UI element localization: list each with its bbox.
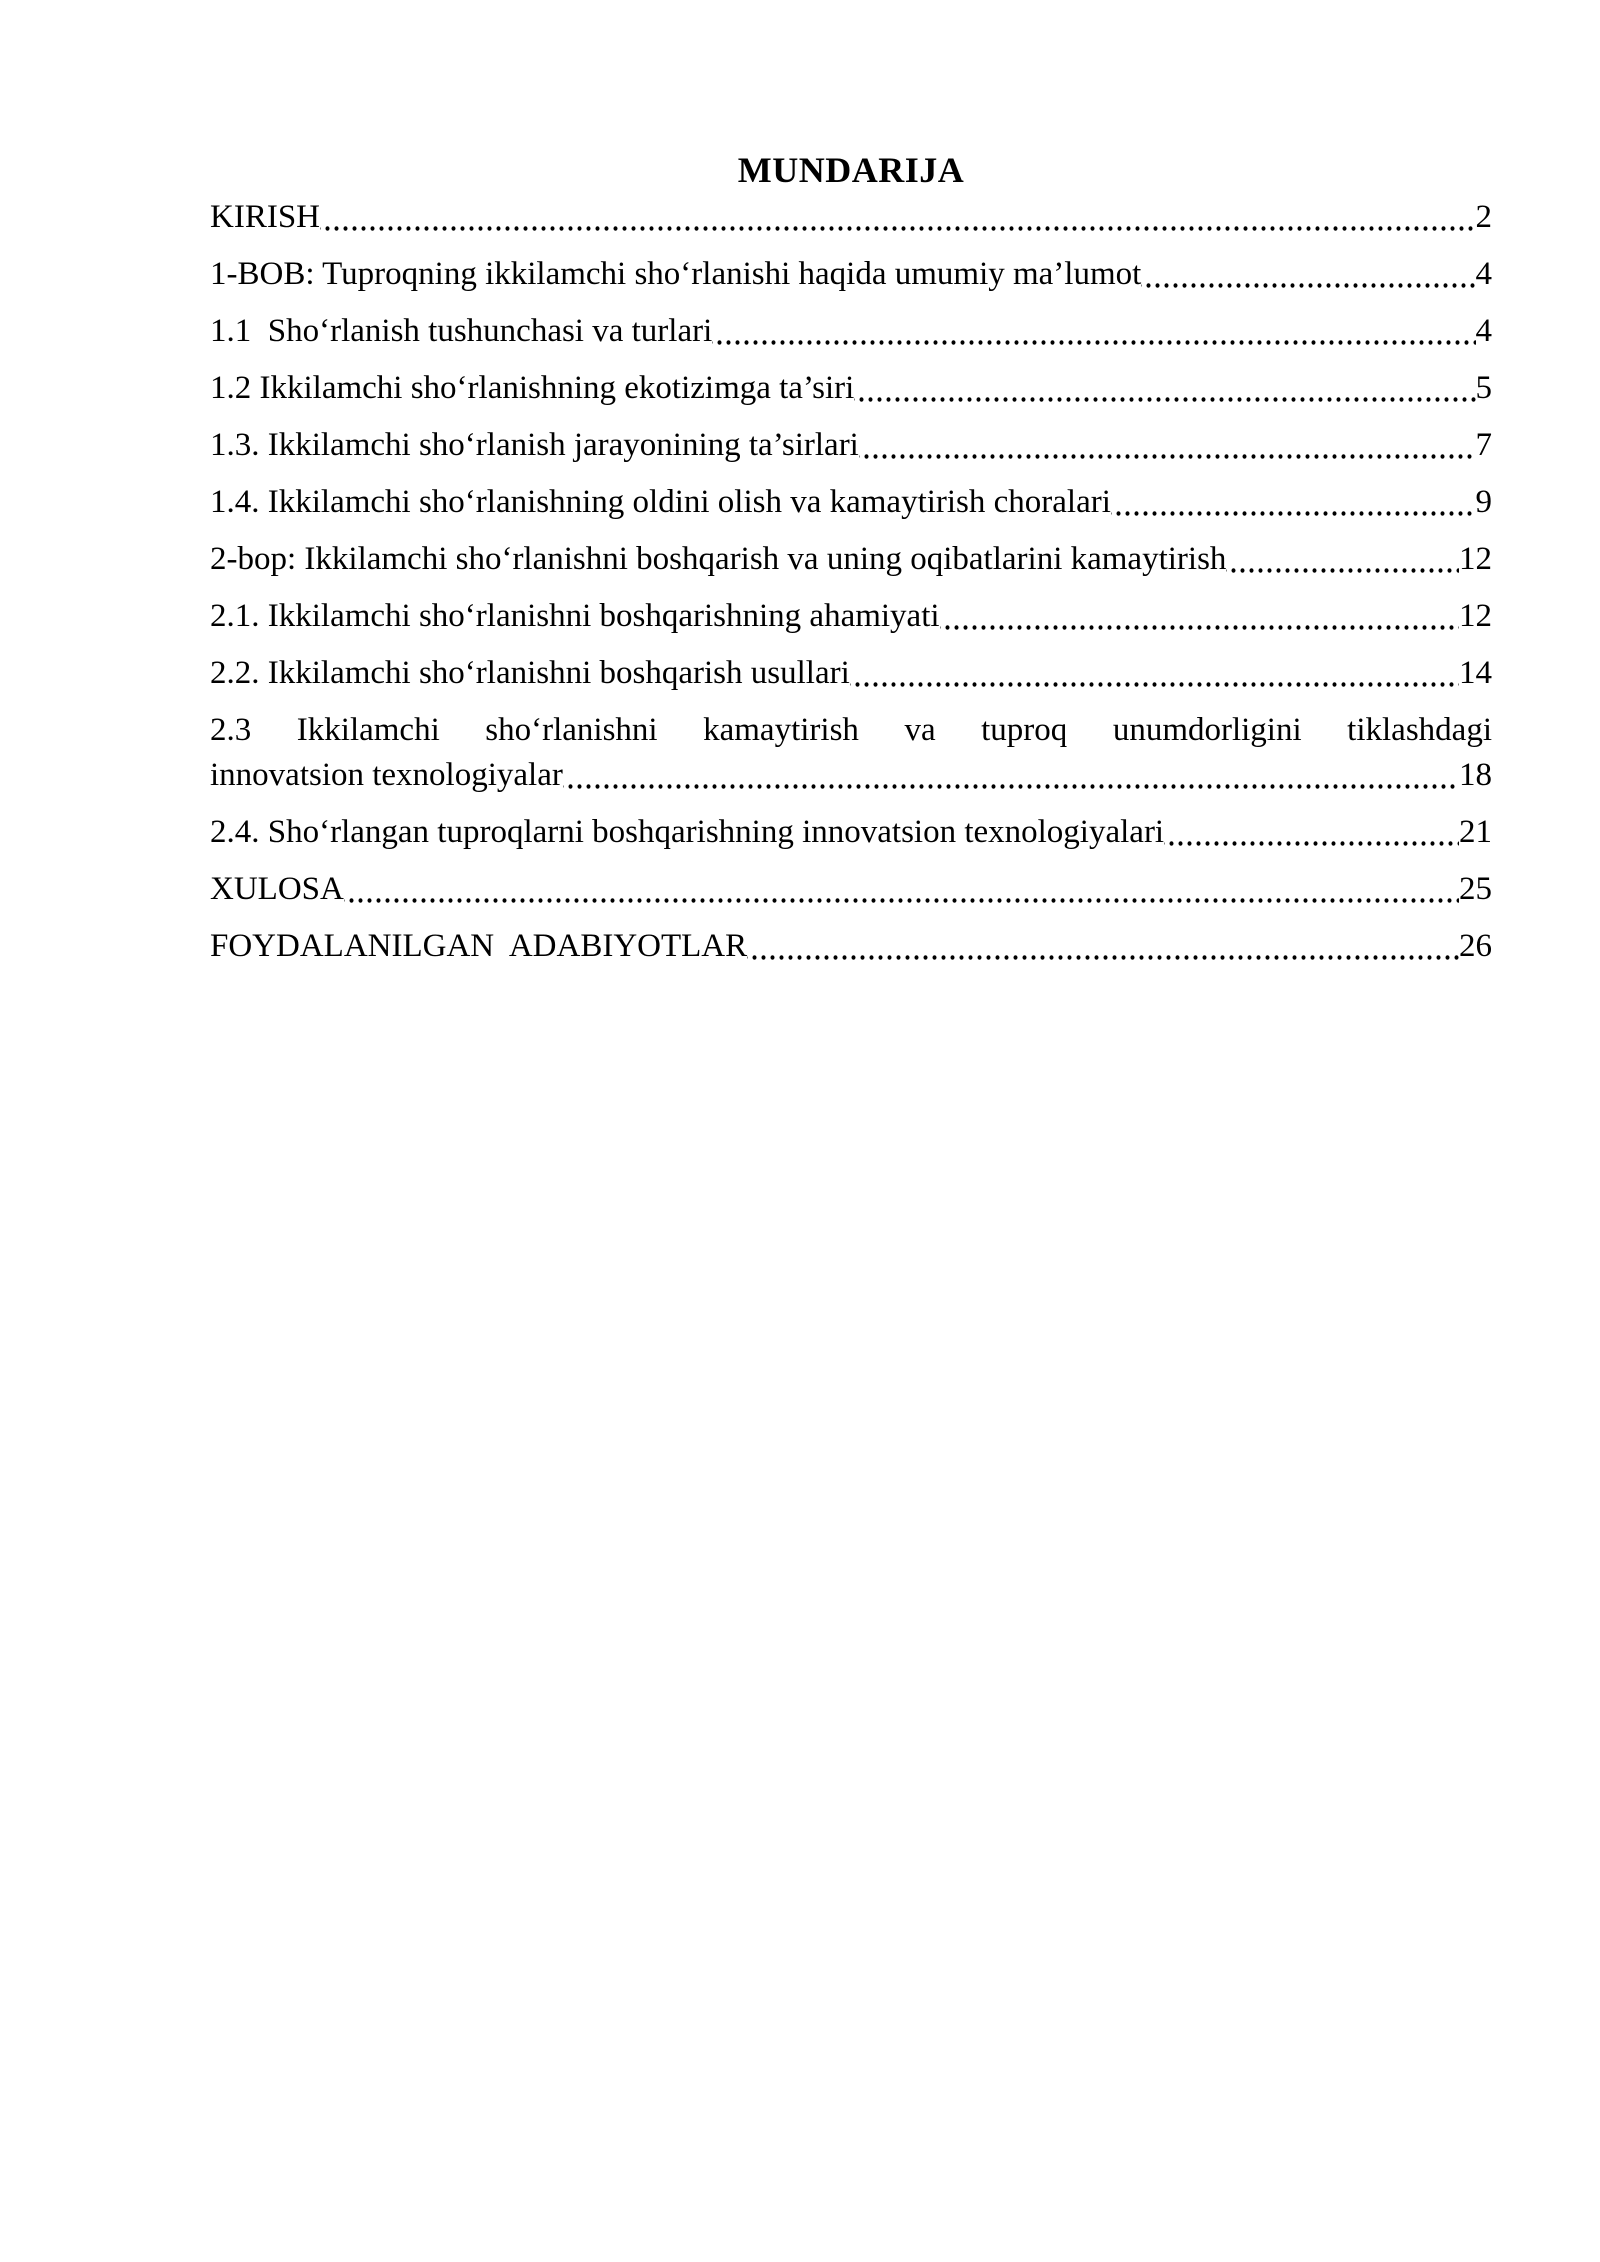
dot-leader <box>712 309 1475 354</box>
toc-entry <box>210 651 1492 696</box>
toc-entry-label: 1.2 Ikkilamchi sho‘rlanishning ekotizimga ta’siri <box>210 370 855 406</box>
dot-leader <box>854 366 1475 411</box>
toc-entry-page: 9 <box>1475 484 1492 520</box>
dot-leader <box>1141 252 1475 297</box>
toc-entry <box>210 708 1492 798</box>
toc-entry-label: 2-bop: Ikkilamchi sho‘rlanishni boshqarish va uning oqibatlarini kamaytirish <box>210 541 1227 577</box>
toc-entry-page: 12 <box>1459 541 1492 577</box>
toc-entry-page: 7 <box>1475 427 1492 463</box>
table-of-contents <box>210 195 1492 969</box>
toc-entry <box>210 594 1492 639</box>
toc-entry-page: 25 <box>1459 871 1492 907</box>
dot-leader <box>940 594 1459 639</box>
toc-entry <box>210 810 1492 855</box>
dot-leader <box>1111 480 1476 525</box>
dot-leader <box>563 753 1459 798</box>
toc-entry-label: 2.1. Ikkilamchi sho‘rlanishni boshqarishning ahamiyati <box>210 598 940 634</box>
toc-entry-label: XULOSA <box>210 871 344 907</box>
toc-entry <box>210 195 1492 240</box>
toc-entry <box>210 867 1492 912</box>
dot-leader <box>320 195 1475 240</box>
toc-entry-page: 14 <box>1459 655 1492 691</box>
toc-entry-page: 26 <box>1459 928 1492 964</box>
dot-leader <box>1164 810 1459 855</box>
toc-entry-page: 2 <box>1475 199 1492 235</box>
toc-entry <box>210 537 1492 582</box>
toc-entry-label: 1.3. Ikkilamchi sho‘rlanish jarayonining ta’sirlari <box>210 427 859 463</box>
toc-entry-label: 1.1 Sho‘rlanish tushunchasi va turlari <box>210 313 713 349</box>
dot-leader <box>747 924 1459 969</box>
toc-entry-page: 4 <box>1475 256 1492 292</box>
toc-entry-page: 18 <box>1459 757 1492 793</box>
toc-entry <box>210 309 1492 354</box>
dot-leader <box>1226 537 1459 582</box>
toc-entry-label-line1: 2.3 Ikkilamchi sho‘rlanishni kamaytirish va tuproq unumdorligini tiklashdagi <box>210 712 1492 748</box>
toc-entry-page: 4 <box>1475 313 1492 349</box>
toc-entry-page: 21 <box>1459 814 1492 850</box>
toc-entry-label: 1.4. Ikkilamchi sho‘rlanishning oldini olish va kamaytirish choralari <box>210 484 1111 520</box>
toc-entry <box>210 252 1492 297</box>
toc-entry <box>210 480 1492 525</box>
dot-leader <box>344 867 1459 912</box>
toc-entry <box>210 924 1492 969</box>
toc-entry-page: 12 <box>1459 598 1492 634</box>
toc-entry <box>210 423 1492 468</box>
toc-entry-label-line2: innovatsion texnologiyalar <box>210 757 563 793</box>
toc-entry-label: 2.2. Ikkilamchi sho‘rlanishni boshqarish usullari <box>210 655 850 691</box>
toc-entry-page: 5 <box>1475 370 1492 406</box>
toc-entry-label: KIRISH <box>210 199 321 235</box>
dot-leader <box>859 423 1476 468</box>
toc-entry <box>210 366 1492 411</box>
toc-entry-label: 2.4. Sho‘rlangan tuproqlarni boshqarishning innovatsion texnologiyalari <box>210 814 1165 850</box>
toc-title: MUNDARIJA <box>737 150 965 190</box>
toc-entry-label: FOYDALANILGAN ADABIYOTLAR <box>210 928 748 964</box>
dot-leader <box>850 651 1459 696</box>
toc-entry-label: 1-BOB: Tuproqning ikkilamchi sho‘rlanishi haqida umumiy ma’lumot <box>210 256 1142 292</box>
